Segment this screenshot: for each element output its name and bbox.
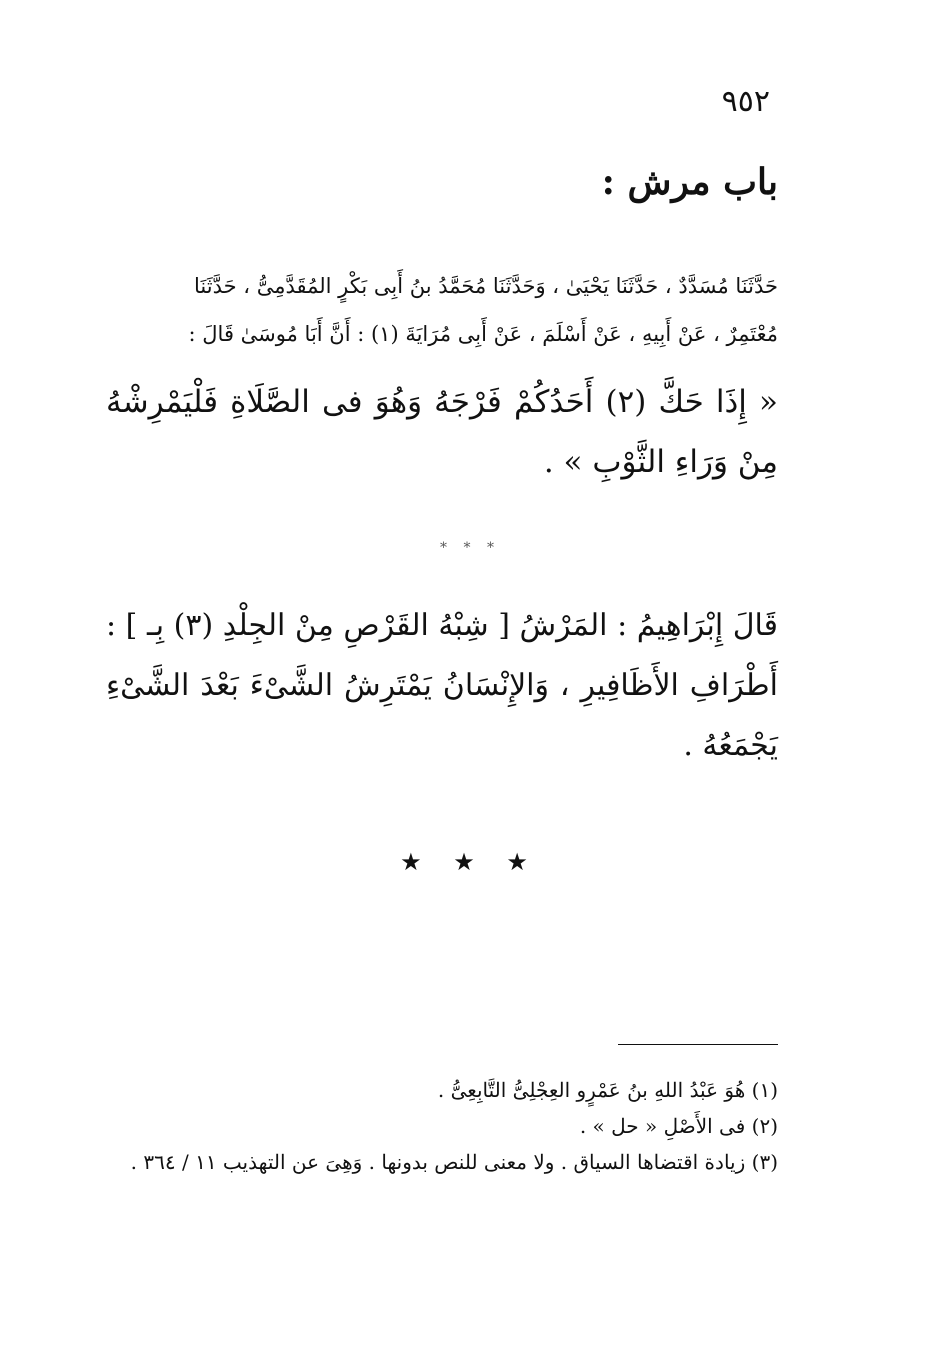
section-separator-large: ★ ★ ★ bbox=[400, 848, 540, 876]
isnad-line: حَدَّثَنَا مُسَدَّدٌ ، حَدَّثَنَا يَحْيَىٰ ، وَحَدَّثَنَا مُحَمَّدُ بنُ أَبِى بَكْرٍ المُقَدَّمِىُّ ، حَدَّثَنَا bbox=[194, 274, 778, 298]
hadith-paragraph: « إِذَا حَكَّ (٢) أَحَدُكُمْ فَرْجَهُ وَهُوَ فى الصَّلَاةِ فَلْيَمْرِشْهُ مِنْ وَرَاءِ الثَّوْبِ » . bbox=[106, 384, 778, 480]
page-number: ٩٥٢ bbox=[721, 84, 770, 119]
footnote: (٢) فى الأَصْلِ « حل » . bbox=[579, 1114, 778, 1138]
commentary-text bbox=[106, 596, 778, 776]
footnotes bbox=[106, 1072, 778, 1180]
section-separator-small: * * * bbox=[440, 540, 500, 556]
commentary-paragraph: قَالَ إِبْرَاهِيمُ : المَرْشُ [ شِبْهُ القَرْصِ مِنْ الجِلْدِ (٣) بِـ ] : أَطْرَافِ الأَظَافِيرِ ، وَالإِنْسَانُ يَمْتَرِشُ الشَّىْءَ بَعْدَ الشَّىْءِ يَجْمَعُهُ . bbox=[106, 608, 779, 763]
chapter-title: باب مرش : bbox=[601, 161, 778, 203]
footnote-divider bbox=[618, 1044, 778, 1045]
isnad-chain bbox=[106, 262, 778, 358]
footnote: (٣) زيادة اقتضاها السياق . ولا معنى للنص بدونها . وَهِىَ عن التهذيب ١١ / ٣٦٤ . bbox=[130, 1150, 778, 1174]
isnad-line: مُعْتَمِرٌ ، عَنْ أَبِيهِ ، عَنْ أَسْلَمَ ، عَنْ أَبِى مُرَايَةَ (١) : أَنَّ أَبَا مُوسَىٰ قَالَ : bbox=[188, 322, 778, 346]
hadith-text bbox=[106, 372, 778, 492]
footnote: (١) هُوَ عَبْدُ اللهِ بنُ عَمْرٍو العِجْلِىُّ التَّابِعِىُّ . bbox=[437, 1078, 778, 1102]
